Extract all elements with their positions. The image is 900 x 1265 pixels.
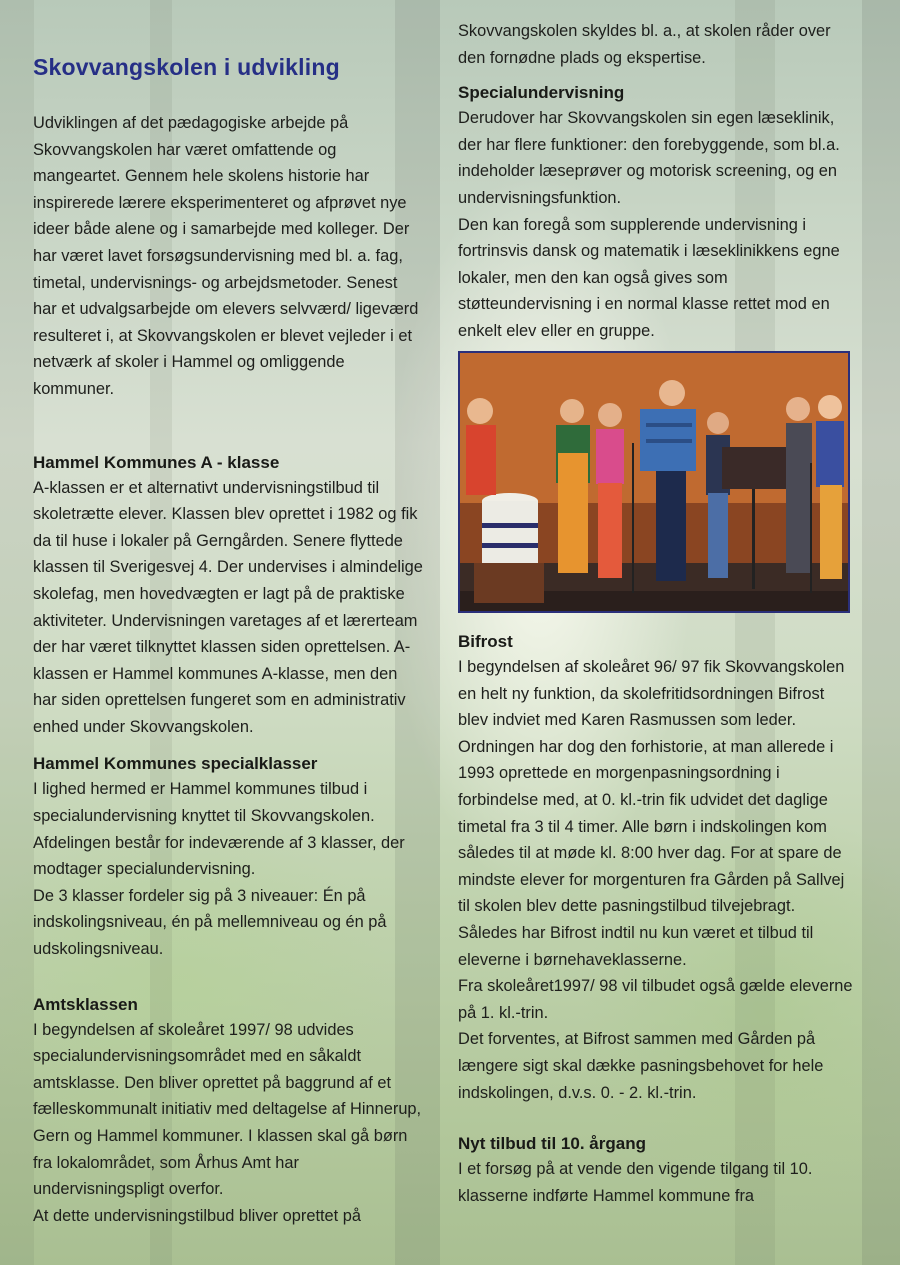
amtsklassen-paragraph-2: At dette undervisningstilbud bliver oprettet på (33, 1206, 362, 1225)
page-title: Skovvangskolen i udvikling (33, 54, 340, 80)
a-klasse-paragraph: A-klassen er et alternativt undervisningstilbud til skoletrætte elever. Klassen blev oprettet i 1982 og fik da til huse i lokaler på Gerngården. Senere flyttede klassen til Sverigesvej 4. Der undervises i almindelige skolefag, men hovedvægten er lagt på de praktiske aktiviteter. Undervisningen varetages af et lærerteam der har været tilknyttet klassen siden oprettelsen. A-klassen er Hammel kommunes A-klasse, men den har siden oprettelsen fungeret som en administrativ enhed under Skovvangskolen. (33, 478, 423, 736)
section-heading-bifrost: Bifrost (458, 632, 513, 651)
right-column-bottom (458, 630, 853, 1209)
left-column (33, 52, 425, 1229)
specialklasser-paragraph: I lighed hermed er Hammel kommunes tilbud i specialundervisning knyttet til Skovvangskolen. Afdelingen består for indeværende af 3 klasser, der modtager specialundervisning. (33, 780, 405, 879)
specialundervisning-paragraph: Derudover har Skovvangskolen sin egen læseklinik, der har flere funktioner: den forebyggende, som bl.a. indeholder læseprøver og motorisk screening, og en undervisningsfunktion. (458, 109, 840, 207)
amtsklassen-paragraph: I begyndelsen af skoleåret 1997/ 98 udvides specialundervisningsområdet med en såkaldt amtsklasse. Den bliver oprettet på baggrund af et fælleskommunalt initiativ med deltagelse af Hinnerup, Gern og Hammel kommuner. I klassen skal gå børn fra lokalområdet, som Århus Amt har undervisningspligt overfor. (33, 1020, 422, 1199)
section-heading-a-klasse: Hammel Kommunes A - klasse (33, 452, 280, 472)
section-heading-specialklasser: Hammel Kommunes specialklasser (33, 754, 318, 774)
right-column-top (458, 18, 853, 345)
school-band-photo (458, 351, 850, 613)
continuation-paragraph: Skovvangskolen skyldes bl. a., at skolen råder over den fornødne plads og ekspertise. (458, 22, 831, 67)
section-heading-specialundervisning: Specialundervisning (458, 83, 625, 103)
section-heading-amtsklassen: Amtsklassen (33, 994, 138, 1014)
bifrost-paragraph: I begyndelsen af skoleåret 96/ 97 fik Skovvangskolen en helt ny funktion, da skolefritidsordningen Bifrost blev indviet med Karen Rasmussen som leder. Ordningen har dog den forhistorie, at man allerede i 1993 oprettede en morgenpasningsordning i forbindelse med, at 0. kl.-trin fik udvidet det daglige timetal fra 3 til 4 timer. Alle børn i indskolingen kom således til at møde kl. 8:00 hver dag. For at spare de mindste elever for morgenturen fra Gården på Sallvej til skolen blev dette pasningstilbud tilvejebragt. Således har Bifrost indtil nu kun været et tilbud til eleverne i børnehaveklasserne. (458, 658, 845, 969)
bifrost-paragraph-3: Det forventes, at Bifrost sammen med Gården på længere sigt skal dække pasningsbehovet for hele indskolingen, d.v.s. 0. - 2. kl.-trin. (458, 1030, 824, 1102)
specialundervisning-paragraph-2: Den kan foregå som supplerende undervisning i fortrinsvis dansk og matematik i læseklinikkens egne lokaler, men den kan også gives som støtteundervisning i en normal klasse rettet mod en enkelt elev eller en gruppe. (458, 215, 840, 340)
intro-paragraph: Udviklingen af det pædagogiske arbejde på Skovvangskolen har været omfattende og mangeartet. Gennem hele skolens historie har inspirerede lærere eksperimenteret og afprøvet nye ideer både alene og i samarbejde med kolleger. Der har været lavet forsøgsundervisning med bl. a. fag, timetal, undervisnings- og arbejdsmetoder. Senest har et udvalgsarbejde om elevers selvværd/ ligeværd resulteret i, at Skovvangskolen er blevet vejleder i et netværk af skoler i Hammel og omliggende kommuner. (33, 114, 419, 398)
section-heading-nyt-tilbud: Nyt tilbud til 10. årgang (458, 1134, 646, 1154)
specialklasser-paragraph-2: De 3 klasser fordeler sig på 3 niveauer: Én på indskolingsniveau, én på mellemniveau og én på udskolingsniveau. (33, 886, 387, 959)
bifrost-paragraph-2: Fra skoleåret1997/ 98 vil tilbudet også gælde eleverne på 1. kl.-trin. (458, 977, 853, 1022)
nyt-tilbud-paragraph: I et forsøg på at vende den vigende tilgang til 10. klasserne indførte Hammel kommune fra (458, 1160, 813, 1205)
